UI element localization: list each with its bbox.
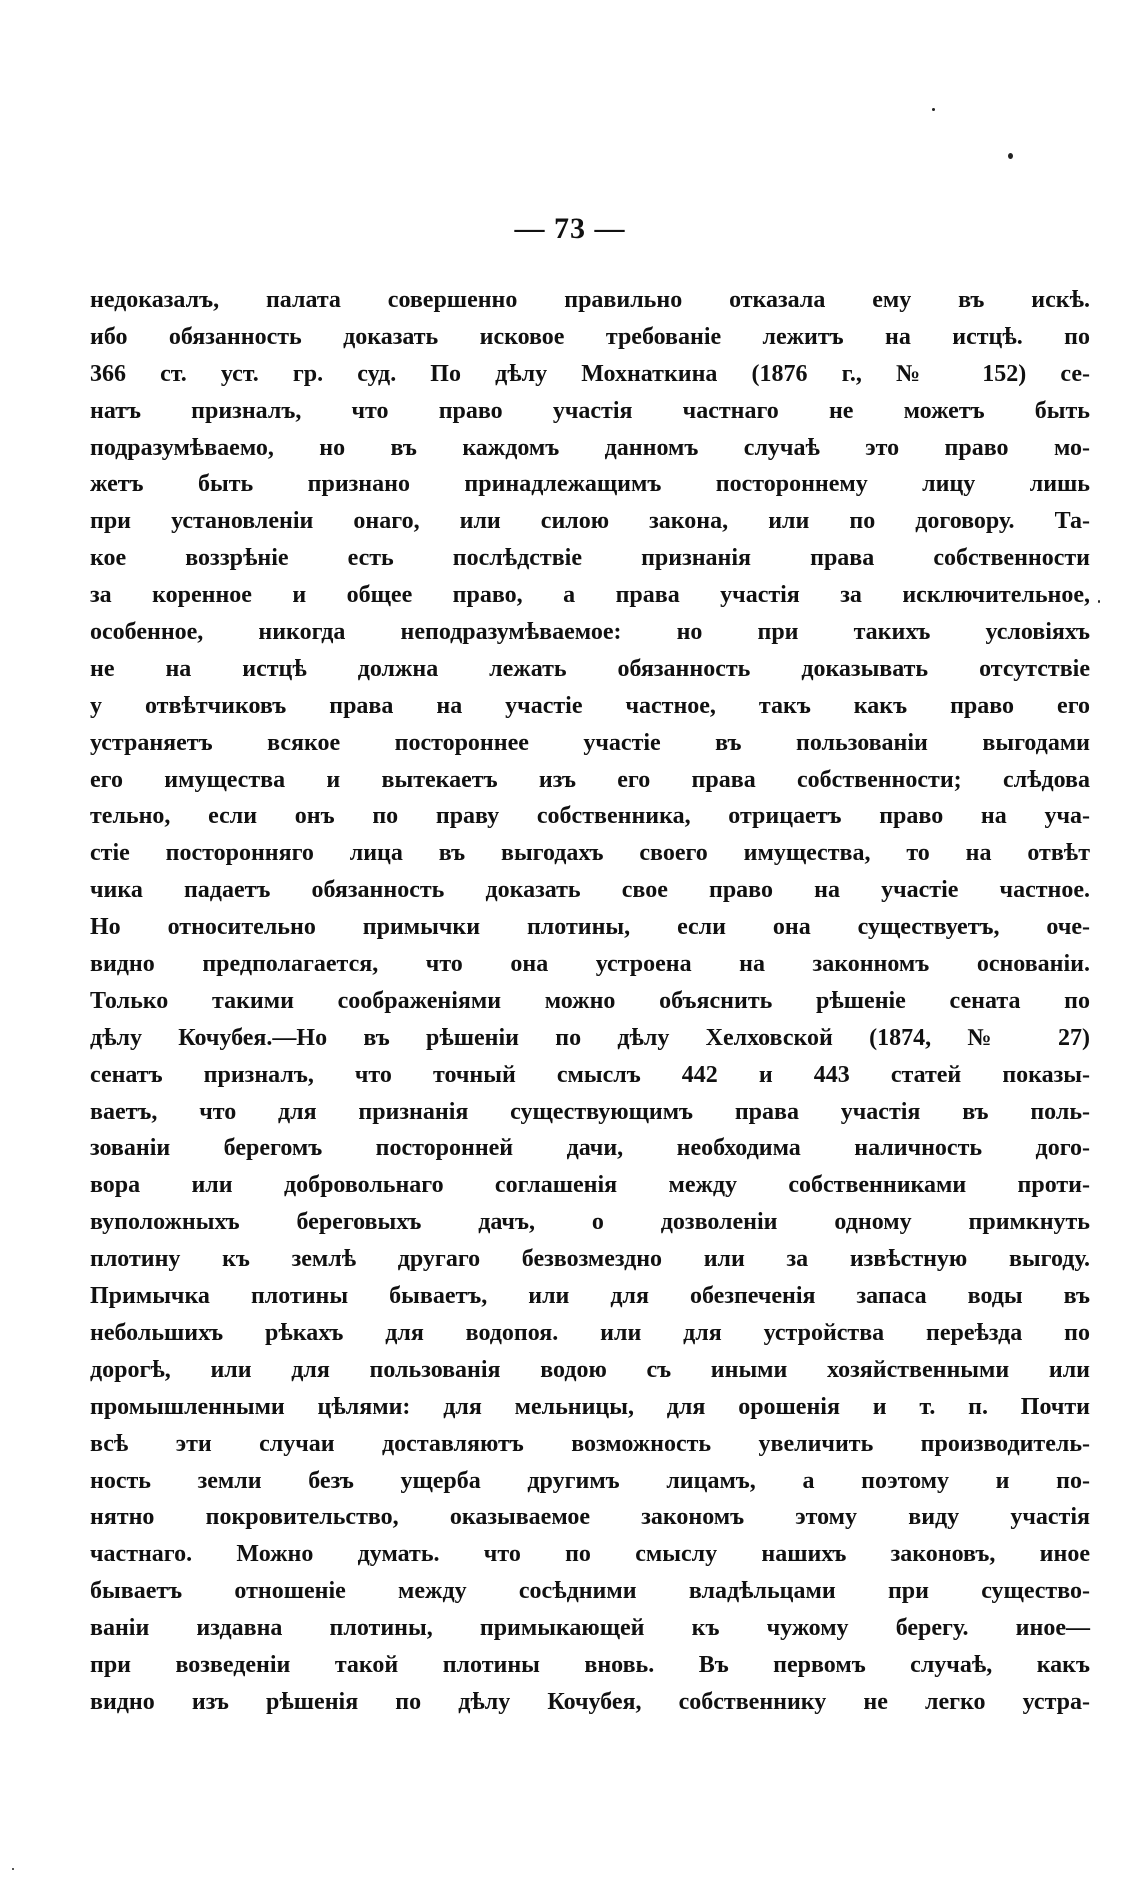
text-line: нятно покровительство, оказываемое закономъ этому виду участія bbox=[90, 1504, 1090, 1531]
text-line: недоказалъ, палата совершенно правильно отказала ему въ искѣ. bbox=[90, 287, 1090, 313]
text-line: стіе посторонняго лица въ выгодахъ своего имущества, то на отвѣт bbox=[90, 840, 1090, 867]
text-line: не на истцѣ должна лежать обязанность доказывать отсутствіе bbox=[90, 655, 1090, 682]
text-line: тельно, если онъ по праву собственника, отрицаетъ право на уча- bbox=[90, 803, 1090, 830]
text-line: за коренное и общее право, а права участія за исключительное, bbox=[90, 582, 1090, 609]
scan-speck bbox=[1008, 153, 1013, 159]
text-line: жетъ быть признано принадлежащимъ постороннему лицу лишь bbox=[90, 471, 1090, 498]
text-line: видно изъ рѣшенія по дѣлу Кочубея, собственнику не легко устра- bbox=[90, 1688, 1090, 1715]
text-line: дѣлу Кочубея.—Но въ рѣшеніи по дѣлу Хелховской (1874, № 27) bbox=[90, 1024, 1090, 1051]
text-line: небольшихъ рѣкахъ для водопоя. или для устройства переѣзда по bbox=[90, 1319, 1090, 1346]
text-line: Только такими соображеніями можно объяснить рѣшеніе сената по bbox=[90, 987, 1090, 1014]
body-text bbox=[90, 282, 1090, 1721]
text-line: его имущества и вытекаетъ изъ его права собственности; слѣдова bbox=[90, 766, 1090, 793]
text-line: у отвѣтчиковъ права на участіе частное, такъ какъ право его bbox=[90, 692, 1090, 719]
scan-speck bbox=[12, 1868, 14, 1870]
text-line: бываетъ отношеніе между сосѣдними владѣльцами при существо- bbox=[90, 1578, 1090, 1605]
text-line: видно предполагается, что она устроена на законномъ основаніи. bbox=[90, 951, 1090, 978]
text-line: зованіи берегомъ посторонней дачи, необходима наличность дого- bbox=[90, 1135, 1090, 1162]
text-line: подразумѣваемо, но въ каждомъ данномъ случаѣ это право мо- bbox=[90, 434, 1090, 461]
text-line: натъ призналъ, что право участія частнаго не можетъ быть bbox=[90, 397, 1090, 424]
text-line: ваетъ, что для признанія существующимъ права участія въ поль- bbox=[90, 1098, 1090, 1125]
scan-speck bbox=[932, 108, 935, 111]
text-line: ибо обязанность доказать исковое требованіе лежитъ на истцѣ. по bbox=[90, 323, 1090, 350]
text-line: устраняетъ всякое постороннее участіе въ пользованіи выгодами bbox=[90, 729, 1090, 756]
page-number: — 73 — bbox=[514, 212, 626, 245]
text-line: вуположныхъ береговыхъ дачъ, о дозволеніи одному примкнуть bbox=[90, 1209, 1090, 1236]
text-line: кое воззрѣніе есть послѣдствіе признанія права собственности bbox=[90, 545, 1090, 572]
text-line: 366 ст. уст. гр. суд. По дѣлу Мохнаткина (1876 г., № 152) се- bbox=[90, 360, 1090, 387]
text-line: ваніи издавна плотины, примыкающей къ чужому берегу. иное— bbox=[90, 1615, 1090, 1642]
scan-speck bbox=[1098, 600, 1100, 603]
text-line: всѣ эти случаи доставляютъ возможность увеличить производитель- bbox=[90, 1430, 1090, 1457]
text-line: ность земли безъ ущерба другимъ лицамъ, а поэтому и по- bbox=[90, 1467, 1090, 1494]
text-line: Но относительно примычки плотины, если она существуетъ, оче- bbox=[90, 914, 1090, 941]
text-line: Примычка плотины бываетъ, или для обезпеченія запаса воды въ bbox=[90, 1283, 1090, 1310]
text-line: чика падаетъ обязанность доказать свое право на участіе частное. bbox=[90, 877, 1090, 904]
text-line: при возведеніи такой плотины вновь. Въ первомъ случаѣ, какъ bbox=[90, 1651, 1090, 1678]
text-line: особенное, никогда неподразумѣваемое: но при такихъ условіяхъ bbox=[90, 619, 1090, 646]
text-line: дорогѣ, или для пользованія водою съ иными хозяйственными или bbox=[90, 1356, 1090, 1383]
text-line: плотину къ землѣ другаго безвозмездно или за извѣстную выгоду. bbox=[90, 1246, 1090, 1273]
text-line: сенатъ призналъ, что точный смыслъ 442 и 443 статей показы- bbox=[90, 1061, 1090, 1088]
text-line: вора или добровольнаго соглашенія между собственниками проти- bbox=[90, 1172, 1090, 1199]
text-line: промышленными цѣлями: для мельницы, для орошенія и т. п. Почти bbox=[90, 1393, 1090, 1420]
text-line: частнаго. Можно думать. что по смыслу нашихъ законовъ, иное bbox=[90, 1541, 1090, 1568]
text-line: при установленіи онаго, или силою закона, или по договору. Та- bbox=[90, 508, 1090, 535]
